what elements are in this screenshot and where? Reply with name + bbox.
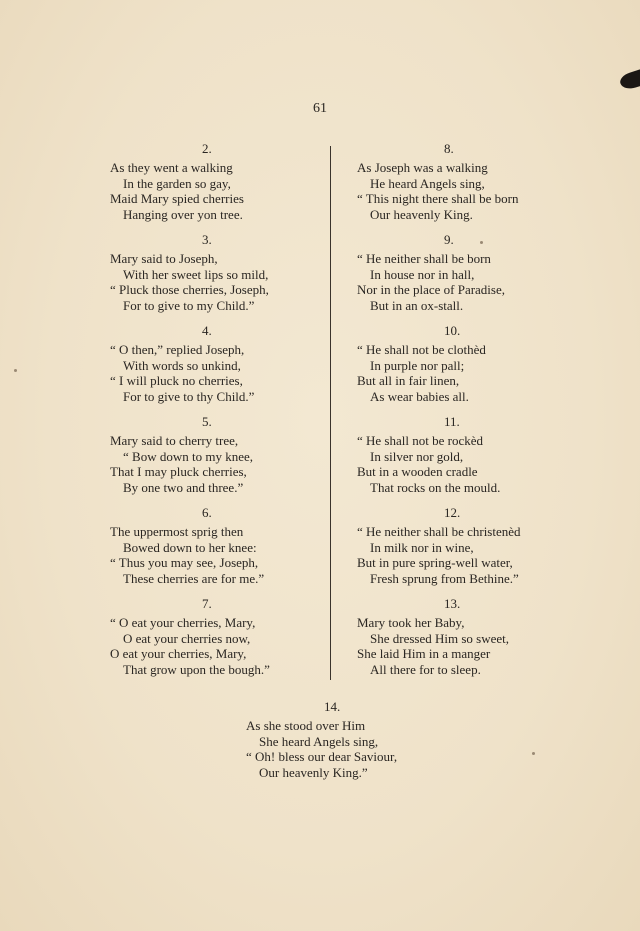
verse-line: But in pure spring-well water, — [357, 555, 513, 570]
verse-line: In the garden so gay, — [123, 175, 231, 191]
verse-line: Fresh sprung from Bethine.” — [370, 570, 519, 586]
verse-line: In milk nor in wine, — [370, 539, 474, 555]
verse-line: “ Bow down to my knee, — [123, 448, 253, 464]
stanza-number: 5. — [202, 414, 212, 429]
stanza-number: 3. — [202, 232, 212, 247]
verse-line: Hanging over yon tree. — [123, 206, 243, 222]
stanza — [357, 414, 557, 505]
verse-line: Our heavenly King. — [370, 206, 473, 222]
verse-line: “ O eat your cherries, Mary, — [110, 615, 256, 630]
verse-line: She heard Angels sing, — [259, 733, 379, 749]
verse-line: In house nor in hall, — [370, 266, 475, 282]
verse-line: “ O then,” replied Joseph, — [110, 342, 245, 357]
verse-line: Mary said to cherry tree, — [110, 433, 239, 448]
verse-line: As Joseph was a walking — [357, 160, 488, 175]
stanza — [357, 596, 557, 687]
verse-line: That rocks on the mould. — [370, 479, 501, 495]
verse-line: In purple nor pall; — [370, 357, 465, 373]
stanza — [110, 414, 320, 505]
right-column — [357, 141, 557, 687]
verse-line: “ He neither shall be christenèd — [357, 524, 521, 539]
stanza — [357, 232, 557, 323]
stanza-number: 8. — [444, 141, 454, 156]
stanza-number: 6. — [202, 505, 212, 520]
stanza — [357, 141, 557, 232]
verse-line: “ He neither shall be born — [357, 251, 491, 266]
ink-blot — [618, 68, 640, 91]
verse-line: The uppermost sprig then — [110, 524, 244, 539]
paper-speck — [532, 752, 535, 755]
verse-line: But in a wooden cradle — [357, 464, 478, 479]
verse-line: Nor in the place of Paradise, — [357, 282, 506, 297]
verse-line: Mary took her Baby, — [357, 615, 465, 630]
verse-line: O eat your cherries now, — [123, 630, 251, 646]
stanza — [110, 505, 320, 596]
verse-line: Bowed down to her knee: — [123, 539, 257, 555]
stanza — [357, 505, 557, 596]
verse-line: But in an ox-stall. — [370, 297, 464, 313]
verse-line: Mary said to Joseph, — [110, 251, 218, 266]
verse-line: With words so unkind, — [123, 357, 241, 373]
stanza — [357, 323, 557, 414]
column-divider — [330, 146, 331, 680]
verse-line: “ Thus you may see, Joseph, — [110, 555, 259, 570]
stanza-number: 4. — [202, 323, 212, 338]
stanza-number: 12. — [444, 505, 461, 520]
verse-line: With her sweet lips so mild, — [123, 266, 269, 282]
stanza-number: 7. — [202, 596, 212, 611]
final-stanza — [246, 699, 486, 780]
verse-line: That I may pluck cherries, — [110, 464, 247, 479]
stanza — [110, 596, 320, 687]
verse-line: Maid Mary spied cherries — [110, 191, 244, 206]
stanza-number: 9. — [444, 232, 454, 247]
verse-line: “ Pluck those cherries, Joseph, — [110, 282, 269, 297]
paper-speck — [14, 369, 17, 372]
verse-line: “ This night there shall be born — [357, 191, 519, 206]
page-number: 61 — [313, 101, 327, 116]
verse-line: That grow upon the bough.” — [123, 661, 270, 677]
verse-line: But all in fair linen, — [357, 373, 460, 388]
stanza-number: 11. — [444, 414, 460, 429]
stanza — [110, 232, 320, 323]
verse-line: She laid Him in a manger — [357, 646, 491, 661]
verse-line: As she stood over Him — [246, 718, 366, 733]
verse-line: All there for to sleep. — [370, 661, 481, 677]
stanza-number: 14. — [324, 699, 341, 714]
verse-line: “ He shall not be clothèd — [357, 342, 486, 357]
verse-line: For to give to thy Child.” — [123, 388, 255, 404]
stanza-number: 13. — [444, 596, 461, 611]
verse-line: “ I will pluck no cherries, — [110, 373, 243, 388]
left-column — [110, 141, 320, 687]
verse-line: By one two and three.” — [123, 479, 244, 495]
verse-line: O eat your cherries, Mary, — [110, 646, 247, 661]
verse-line: “ Oh! bless our dear Saviour, — [246, 749, 398, 764]
stanza-number: 10. — [444, 323, 461, 338]
verse-line: In silver nor gold, — [370, 448, 464, 464]
verse-line: As wear babies all. — [370, 388, 469, 404]
verse-line: He heard Angels sing, — [370, 175, 485, 191]
stanza — [110, 323, 320, 414]
verse-line: Our heavenly King.” — [259, 764, 368, 780]
stanza-number: 2. — [202, 141, 212, 156]
verse-line: She dressed Him so sweet, — [370, 630, 510, 646]
verse-line: These cherries are for me.” — [123, 570, 265, 586]
stanza — [110, 141, 320, 232]
verse-line: As they went a walking — [110, 160, 233, 175]
verse-line: “ He shall not be rockèd — [357, 433, 483, 448]
verse-line: For to give to my Child.” — [123, 297, 255, 313]
